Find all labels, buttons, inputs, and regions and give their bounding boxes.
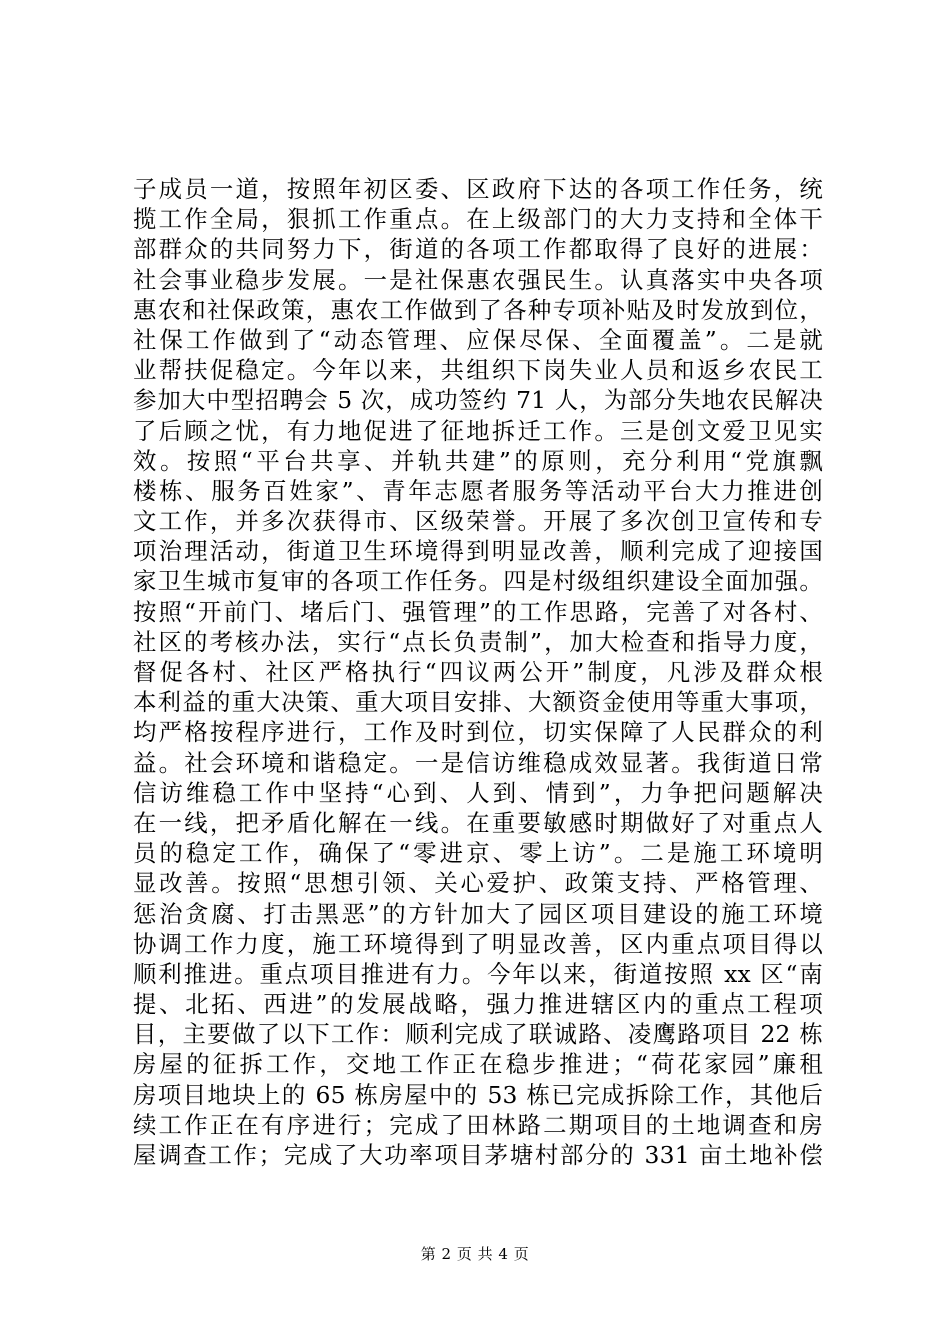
text-line: 督促各村、社区严格执行“四议两公开”制度，凡涉及群众根 — [133, 658, 823, 686]
text-line: 效。按照“平台共享、并轨共建”的原则，充分利用“党旗飘 — [133, 446, 823, 475]
text-line: 部群众的共同努力下，街道的各项工作都取得了良好的进展： — [133, 235, 823, 264]
text-line: 目，主要做了以下工作：顺利完成了联诚路、凌鹰路项目 22 栋 — [133, 1020, 823, 1049]
text-line: 显改善。按照“思想引领、关心爱护、政策支持、严格管理、 — [133, 869, 823, 898]
text-line: 在一线，把矛盾化解在一线。在重要敏感时期做好了对重点人 — [133, 808, 823, 837]
text-line: 社会事业稳步发展。一是社保惠农强民生。认真落实中央各项 — [133, 265, 823, 294]
text-line: 惩治贪腐、打击黑恶”的方针加大了园区项目建设的施工环境 — [133, 899, 823, 928]
text-line: 提、北拓、西进”的发展战略，强力推进辖区内的重点工程项 — [133, 990, 823, 1019]
text-line: 房屋的征拆工作，交地工作正在稳步推进；“荷花家园”廉租 — [133, 1050, 823, 1079]
text-line: 信访维稳工作中坚持“心到、人到、情到”，力争把问题解决 — [133, 778, 823, 807]
text-line: 家卫生城市复审的各项工作任务。四是村级组织建设全面加强。 — [133, 567, 823, 596]
text-line: 屋调查工作；完成了大功率项目茅塘村部分的 331 亩土地补偿 — [133, 1141, 823, 1169]
text-line: 文工作，并多次获得市、区级荣誉。开展了多次创卫宣传和专 — [133, 507, 823, 536]
text-line: 子成员一道，按照年初区委、区政府下达的各项工作任务，统 — [133, 175, 823, 203]
text-line: 业帮扶促稳定。今年以来，共组织下岗失业人员和返乡农民工 — [133, 356, 823, 385]
text-line: 顺利推进。重点项目推进有力。今年以来，街道按照 xx 区“南 — [133, 959, 823, 988]
text-line: 参加大中型招聘会 5 次，成功签约 71 人，为部分失地农民解决 — [133, 386, 823, 415]
text-line: 房项目地块上的 65 栋房屋中的 53 栋已完成拆除工作，其他后 — [133, 1080, 823, 1109]
text-line: 社保工作做到了“动态管理、应保尽保、全面覆盖”。二是就 — [133, 325, 823, 354]
text-line: 续工作正在有序进行；完成了田林路二期项目的土地调查和房 — [133, 1110, 823, 1139]
text-line: 项治理活动，街道卫生环境得到明显改善，顺利完成了迎接国 — [133, 537, 823, 566]
text-line: 社区的考核办法，实行“点长负责制”，加大检查和指导力度， — [133, 627, 823, 656]
text-line: 揽工作全局，狠抓工作重点。在上级部门的大力支持和全体干 — [133, 205, 823, 234]
text-line: 本利益的重大决策、重大项目安排、大额资金使用等重大事项， — [133, 688, 823, 717]
text-line: 协调工作力度，施工环境得到了明显改善，区内重点项目得以 — [133, 929, 823, 958]
page-footer: 第 2 页 共 4 页 — [420, 1245, 530, 1263]
text-line: 益。社会环境和谐稳定。一是信访维稳成效显著。我街道日常 — [133, 748, 823, 777]
body-text — [133, 174, 823, 1170]
text-line: 了后顾之忧，有力地促进了征地拆迁工作。三是创文爱卫见实 — [133, 416, 823, 445]
text-line: 均严格按程序进行，工作及时到位，切实保障了人民群众的利 — [133, 718, 823, 747]
text-line: 楼栋、服务百姓家”、青年志愿者服务等活动平台大力推进创 — [133, 476, 823, 505]
text-line: 员的稳定工作，确保了“零进京、零上访”。二是施工环境明 — [133, 839, 823, 868]
text-line: 按照“开前门、堵后门、强管理”的工作思路，完善了对各村、 — [133, 597, 823, 626]
text-line: 惠农和社保政策，惠农工作做到了各种专项补贴及时发放到位， — [133, 295, 823, 324]
